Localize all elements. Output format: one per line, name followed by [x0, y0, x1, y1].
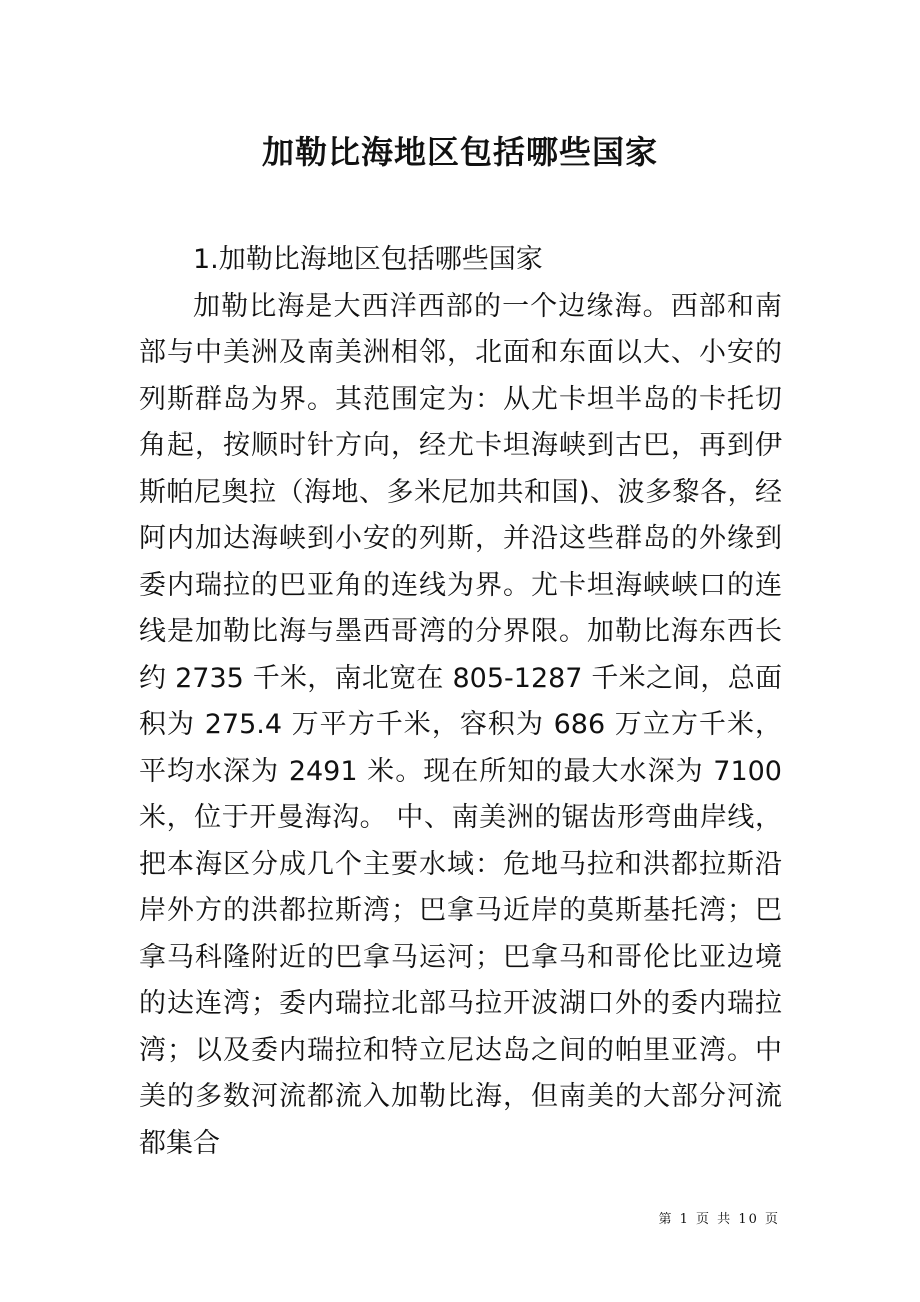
- page-indicator: 第 1 页 共 10 页: [658, 1212, 780, 1227]
- section-heading: 1.加勒比海地区包括哪些国家: [193, 244, 543, 275]
- body-paragraph: 加勒比海是大西洋西部的一个边缘海。西部和南部与中美洲及南美洲相邻，北面和东面以大、小安的列斯群岛为界。其范围定为：从尤卡坦半岛的卡托切角起，按顺时针方向，经尤卡坦海峡到古巴，再到伊斯帕尼奥拉（海地、多米尼加共和国)、波多黎各，经阿内加达海峡到小安的列斯，并沿这些群岛的外缘到委内瑞拉的巴亚角的连线为界。尤卡坦海峡峡口的连线是加勒比海与墨西哥湾的分界限。加勒比海东西长约 2735 千米，南北宽在 805-1287 千米之间，总面积为 275.4 万平方千米，容积为 686 万立方千米，平均水深为 2491 米。现在所知的最大水深为 7100 米，位于开曼海沟。 中、南美洲的锯齿形弯曲岸线，把本海区分成几个主要水域：危地马拉和洪都拉斯沿岸外方的洪都拉斯湾；巴拿马近岸的莫斯基托湾；巴拿马科隆附近的巴拿马运河；巴拿马和哥伦比亚边境的达连湾；委内瑞拉北部马拉开波湖口外的委内瑞拉湾；以及委内瑞拉和特立尼达岛之间的帕里亚湾。中美的多数河流都流入加勒比海，但南美的大部分河流都集合: [139, 290, 782, 1159]
- document-title: 加勒比海地区包括哪些国家: [261, 133, 658, 171]
- document-body: [139, 237, 782, 1167]
